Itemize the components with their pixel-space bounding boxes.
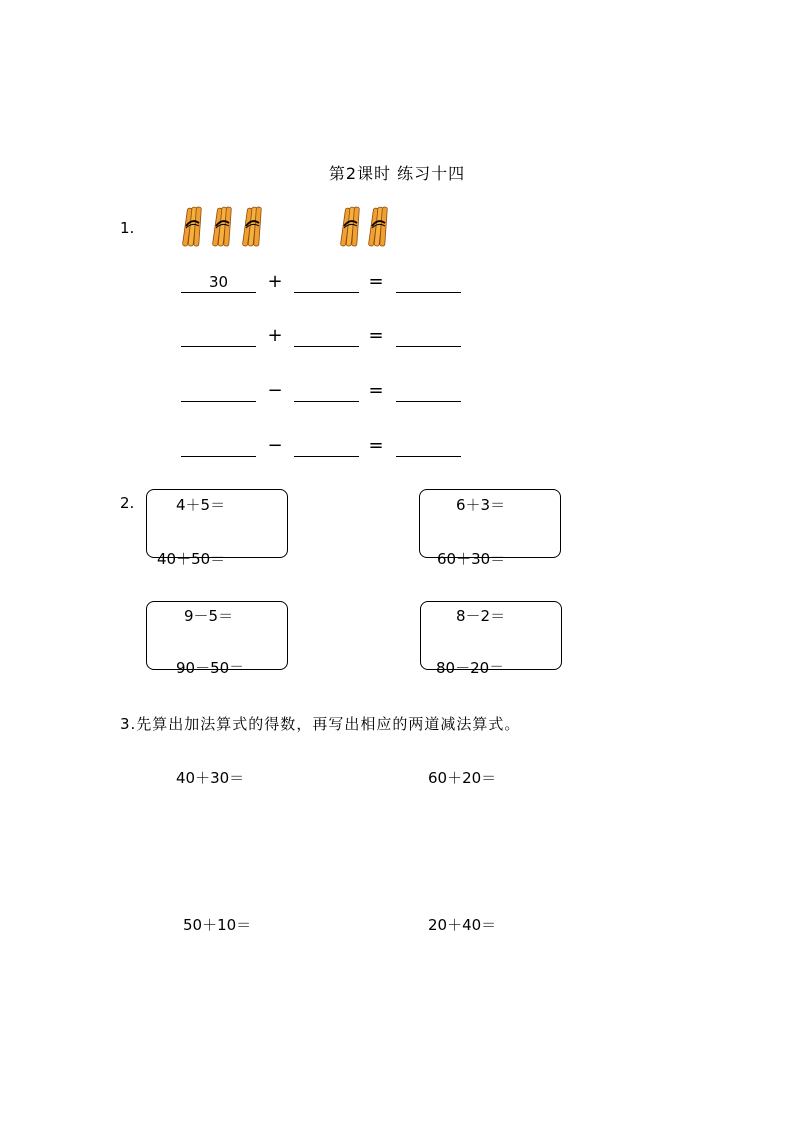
equals-sign: = [368,271,384,292]
plus-sign: + [267,325,283,346]
equation-expression: 90－50＝ [176,659,245,677]
answer-blank[interactable] [396,436,461,457]
equation-expression: 8－2＝ [456,607,506,625]
answer-blank[interactable] [181,326,256,347]
equation-expression: 60＋30＝ [437,550,506,568]
equation-expression: 4＋5＝ [176,496,226,514]
answer-blank[interactable] [294,326,359,347]
page-title: 第2课时 练习十四 [328,164,466,183]
addition-expression: 50＋10＝ [183,916,252,934]
answer-blank[interactable]: 30 [181,272,256,293]
stick-bundle-icon [182,207,201,246]
stick-bundle-icon [368,207,387,246]
plus-sign: + [267,271,283,292]
stick-bundle-icon [340,207,359,246]
answer-blank[interactable] [294,272,359,293]
equals-sign: = [368,435,384,456]
equation-expression: 9－5＝ [184,607,234,625]
answer-blank[interactable] [294,381,359,402]
minus-sign: − [267,435,283,456]
equation-expression: 6＋3＝ [456,496,506,514]
question-3-instruction: 3.先算出加法算式的得数，再写出相应的两道减法算式。 [120,715,521,733]
answer-blank[interactable] [181,381,256,402]
addition-expression: 40＋30＝ [176,769,245,787]
question-2-number: 2. [120,494,135,512]
answer-blank[interactable] [294,436,359,457]
stick-bundle-icon [212,207,231,246]
equation-expression: 40＋50＝ [157,550,226,568]
addition-expression: 20＋40＝ [428,916,497,934]
equals-sign: = [368,325,384,346]
question-1-number: 1. [120,219,135,237]
stick-bundles [180,206,400,250]
stick-bundle-icon [242,207,261,246]
addition-expression: 60＋20＝ [428,769,497,787]
answer-blank[interactable] [181,436,256,457]
answer-blank[interactable] [396,381,461,402]
minus-sign: − [267,380,283,401]
answer-blank[interactable] [396,272,461,293]
answer-blank[interactable] [396,326,461,347]
equals-sign: = [368,380,384,401]
equation-expression: 80－20＝ [436,659,505,677]
